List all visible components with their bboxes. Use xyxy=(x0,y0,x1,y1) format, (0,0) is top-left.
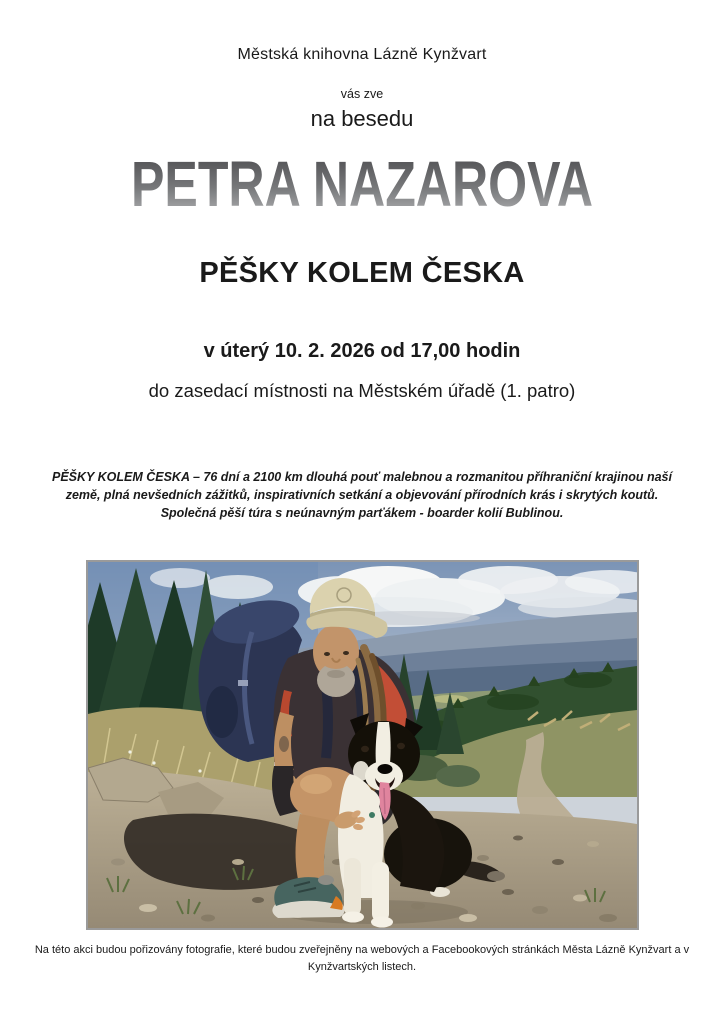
speaker-title-block xyxy=(0,142,724,222)
event-description: PĚŠKY KOLEM ČESKA – 76 dní a 2100 km dlouhá pouť malebnou a rozmanitou příhraniční krajinou naší země, plná nevšedních zážitků, inspirativních setkání a objevování přírodních krás i skrytých koutů. Společná pěší túra s neúnavným parťákem - boarder kolií Bublinou. xyxy=(51,470,672,520)
event-datetime: v úterý 10. 2. 2026 od 17,00 hodin xyxy=(203,340,521,362)
speaker-title-svg xyxy=(0,142,724,222)
footer-notice: Na této akci budou pořizovány fotografie, které budou zveřejněny na webových a Facebookových stránkách Města Lázně Kynžvart a v Kynžvartských listech. xyxy=(34,944,690,973)
event-photo xyxy=(86,560,639,930)
talk-title: PĚŠKY KOLEM ČESKA xyxy=(199,257,525,289)
speaker-name: PETRA NAZAROVA xyxy=(131,148,593,220)
organizer-name: Městská knihovna Lázně Kynžvart xyxy=(237,46,487,63)
event-type-text: na besedu xyxy=(310,106,414,131)
event-venue: do zasedací místnosti na Městském úřadě (1. patro) xyxy=(148,380,576,401)
invitation-text: vás zve xyxy=(340,87,384,101)
event-photo-illustration xyxy=(88,562,637,928)
